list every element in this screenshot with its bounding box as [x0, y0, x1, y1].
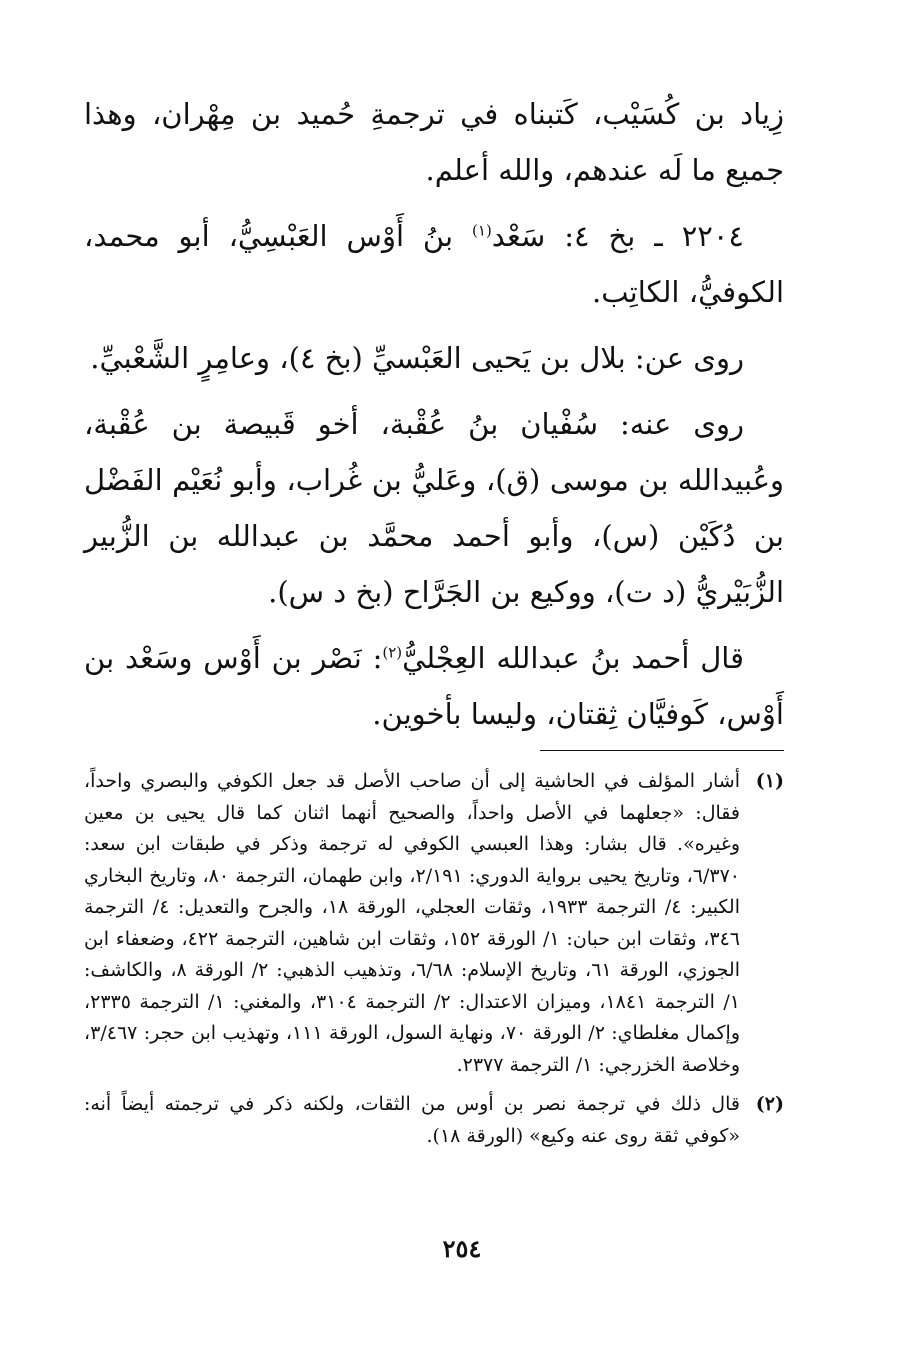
footnote-number: (٢) — [755, 1093, 784, 1115]
page-number: ٢٥٤ — [442, 1234, 482, 1263]
footnote-item — [84, 766, 784, 1081]
footnote-ref-2[interactable]: (٢) — [382, 643, 403, 662]
paragraph-intro — [84, 86, 784, 198]
footnote-text: أشار المؤلف في الحاشية إلى أن صاحب الأصل قد جعل الكوفي والبصري واحداً، فقال: «جعلهما في الأصل واحداً، والصحيح أنهما اثنان كما قال يحيى بن معين وغيره». قال بشار: وهذا العبسي الكوفي له ترجمة وذكر في طبقات ابن سعد: ٦/٣٧٠، وتاريخ يحيى برواية الدوري: ٢/١٩١، وابن طهمان، الترجمة ٨٠، وتاريخ البخاري الكبير: ٤/ الترجمة ١٩٣٣، وثقات العجلي، الورقة ١٨، والجرح والتعديل: ٤/ الترجمة ٣٤٦، وثقات ابن حبان: ١/ الورقة ١٥٢، وثقات ابن شاهين، الترجمة ٤٢٢، وضعفاء ابن الجوزي، الورقة ٦١، وتاريخ الإسلام: ٦/٦٨، وتذهيب الذهبي: ٢/ الورقة ٨، والكاشف: ١/ الترجمة ١٨٤١، وميزان الاعتدال: ٢/ الترجمة ٣١٠٤، والمغني: ١/ الترجمة ٢٣٣٥، وإكمال مغلطاي: ٢/ الورقة ٧٠، ونهاية السول، الورقة ١١١، وتهذيب ابن حجر: ٣/٤٦٧، وخلاصة الخزرجي: ١/ الترجمة ٢٣٧٧. — [84, 770, 741, 1076]
footnote-item — [84, 1089, 784, 1152]
narrated-from-text: روى عن: بلال بن يَحيى العَبْسيِّ (بخ ٤)، وعامِرٍ الشَّعْبيِّ. — [90, 341, 744, 375]
entry-heading — [84, 208, 784, 320]
main-text — [84, 86, 784, 752]
entry-title: ٢٢٠٤ ـ بخ ٤: سَعْد — [491, 219, 744, 253]
narrated-by — [84, 396, 784, 620]
footnote-number: (١) — [755, 770, 784, 792]
narrated-by-text: روى عنه: سُفْيان بنُ عُقْبة، أخو قَبيصة بن عُقْبة، وعُبيدالله بن موسى (ق)، وعَليُّ بن غُراب، وأبو نُعَيْم الفَضْل بن دُكَيْن (س)، وأبو أحمد محمَّد بن عبدالله بن الزُّبير الزُّبَيْريُّ (د ت)، ووكيع بن الجَرَّاح (بخ د س). — [84, 407, 784, 609]
intro-text: زِياد بن كُسَيْب، كَتبناه في ترجمةِ حُميد بن مِهْران، وهذا جميع ما لَه عندهم، والله أعلم. — [84, 97, 784, 187]
footnote-text: قال ذلك في ترجمة نصر بن أوس من الثقات، ولكنه ذكر في ترجمته أيضاً أنه: «كوفي ثقة روى عنه وكيع» (الورقة ١٨). — [84, 1093, 740, 1147]
footnotes — [84, 766, 784, 1160]
footnote-ref-1[interactable]: (١) — [472, 221, 492, 240]
quote-paragraph — [84, 630, 784, 742]
footnote-divider — [540, 750, 784, 751]
quote-head: قال أحمد بنُ عبدالله العِجْليُّ — [402, 641, 744, 675]
quote-rest: : نَصْر بن أَوْس وسَعْد بن أَوْس، كَوفيَّان ثِقتان، وليسا بأخوين. — [84, 641, 784, 731]
narrated-from — [84, 330, 784, 386]
entry-title-rest: بنُ أَوْس العَبْسِيُّ، أبو محمد، الكوفيُّ، الكاتِب. — [84, 219, 784, 309]
